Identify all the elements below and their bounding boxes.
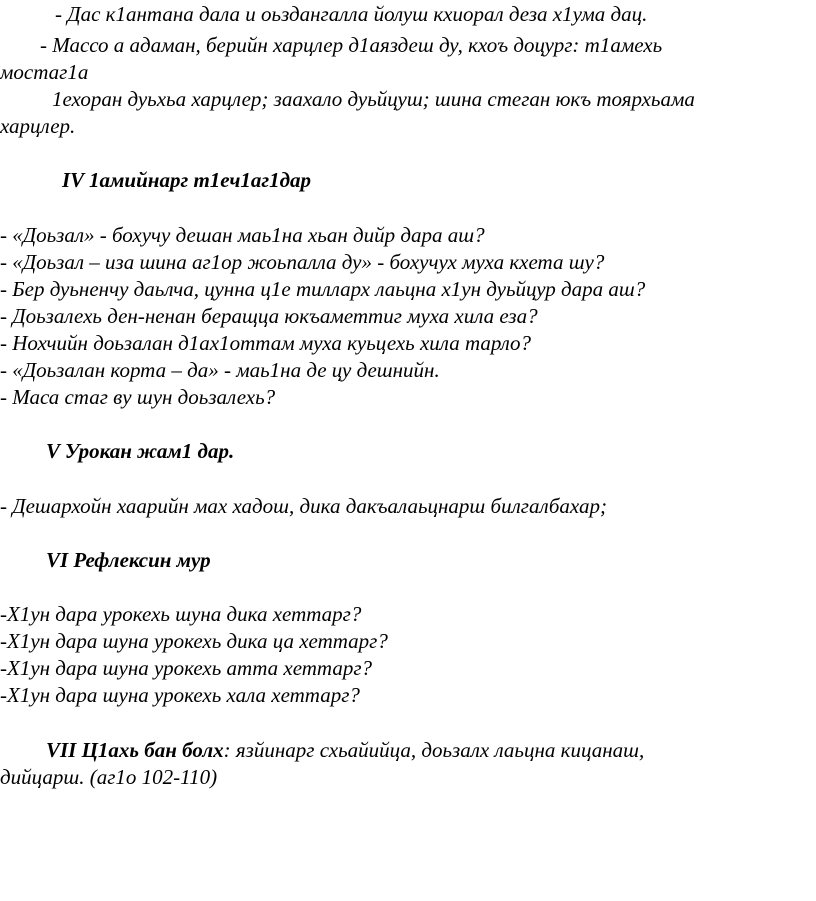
section-4-item: - Нохчийн доьзалан д1ах1оттам муха куьцехь хила тарло?: [0, 331, 532, 355]
section-5-heading: V Урокан жам1 дар.: [46, 439, 235, 463]
section-4-heading: IV 1амийнарг т1еч1аг1дар: [62, 168, 312, 192]
section-5-item: - Дешархойн хаарийн мах хадош, дика дакъалаьцнарш билгалбахар;: [0, 494, 607, 518]
intro-line-1: - Дас к1антана дала и оьздангалла йолуш кхиорал деза х1ума дац.: [55, 2, 648, 26]
intro-line-3: мостаг1а: [0, 60, 89, 84]
section-4-item: - Маса стаг ву шун доьзалехь?: [0, 385, 276, 409]
section-6-heading: VI Рефлексин мур: [46, 548, 211, 572]
section-4-item: - «Доьзал – иза шина аг1ор жоьпалла ду» - бохучух муха кхета шу?: [0, 250, 605, 274]
section-7-heading: VII Ц1ахь бан болх: [46, 738, 224, 762]
section-4-item: - Доьзалехь ден-ненан беращца юкъаметтиг муха хила еза?: [0, 304, 538, 328]
section-4-item: - «Доьзал» - бохучу дешан маь1на хьан дийр дара аш?: [0, 223, 485, 247]
section-7-line-1: [46, 737, 644, 764]
section-4-item: - «Доьзалан корта – да» - маь1на де цу дешнийн.: [0, 358, 440, 382]
section-7-text: : язйинарг схьайийца, доьзалх лаьцна кицанаш,: [223, 738, 645, 762]
section-6-item: -Х1ун дара урокехь шуна дика хеттарг?: [0, 602, 362, 626]
section-7-line-2: дийцарш. (аг1о 102-110): [0, 765, 218, 789]
intro-line-4: 1ехоран дуьхьа харцлер; заахало дуьйцуш; шина стеган юкъ тоярхьама: [52, 87, 695, 111]
section-4-item: - Бер дуьненчу даьлча, цунна ц1е тилларх лаьцна х1ун дуьйцур дара аш?: [0, 277, 646, 301]
section-6-item: -Х1ун дара шуна урокехь дика ца хеттарг?: [0, 629, 388, 653]
section-6-item: -Х1ун дара шуна урокехь хала хеттарг?: [0, 683, 360, 707]
intro-line-5: харцлер.: [0, 114, 76, 138]
intro-line-2: - Массо а адаман, берийн харцлер д1аяздеш ду, кхоъ доцург: т1амехь: [40, 33, 663, 57]
section-6-item: -Х1ун дара шуна урокехь атта хеттарг?: [0, 656, 373, 680]
